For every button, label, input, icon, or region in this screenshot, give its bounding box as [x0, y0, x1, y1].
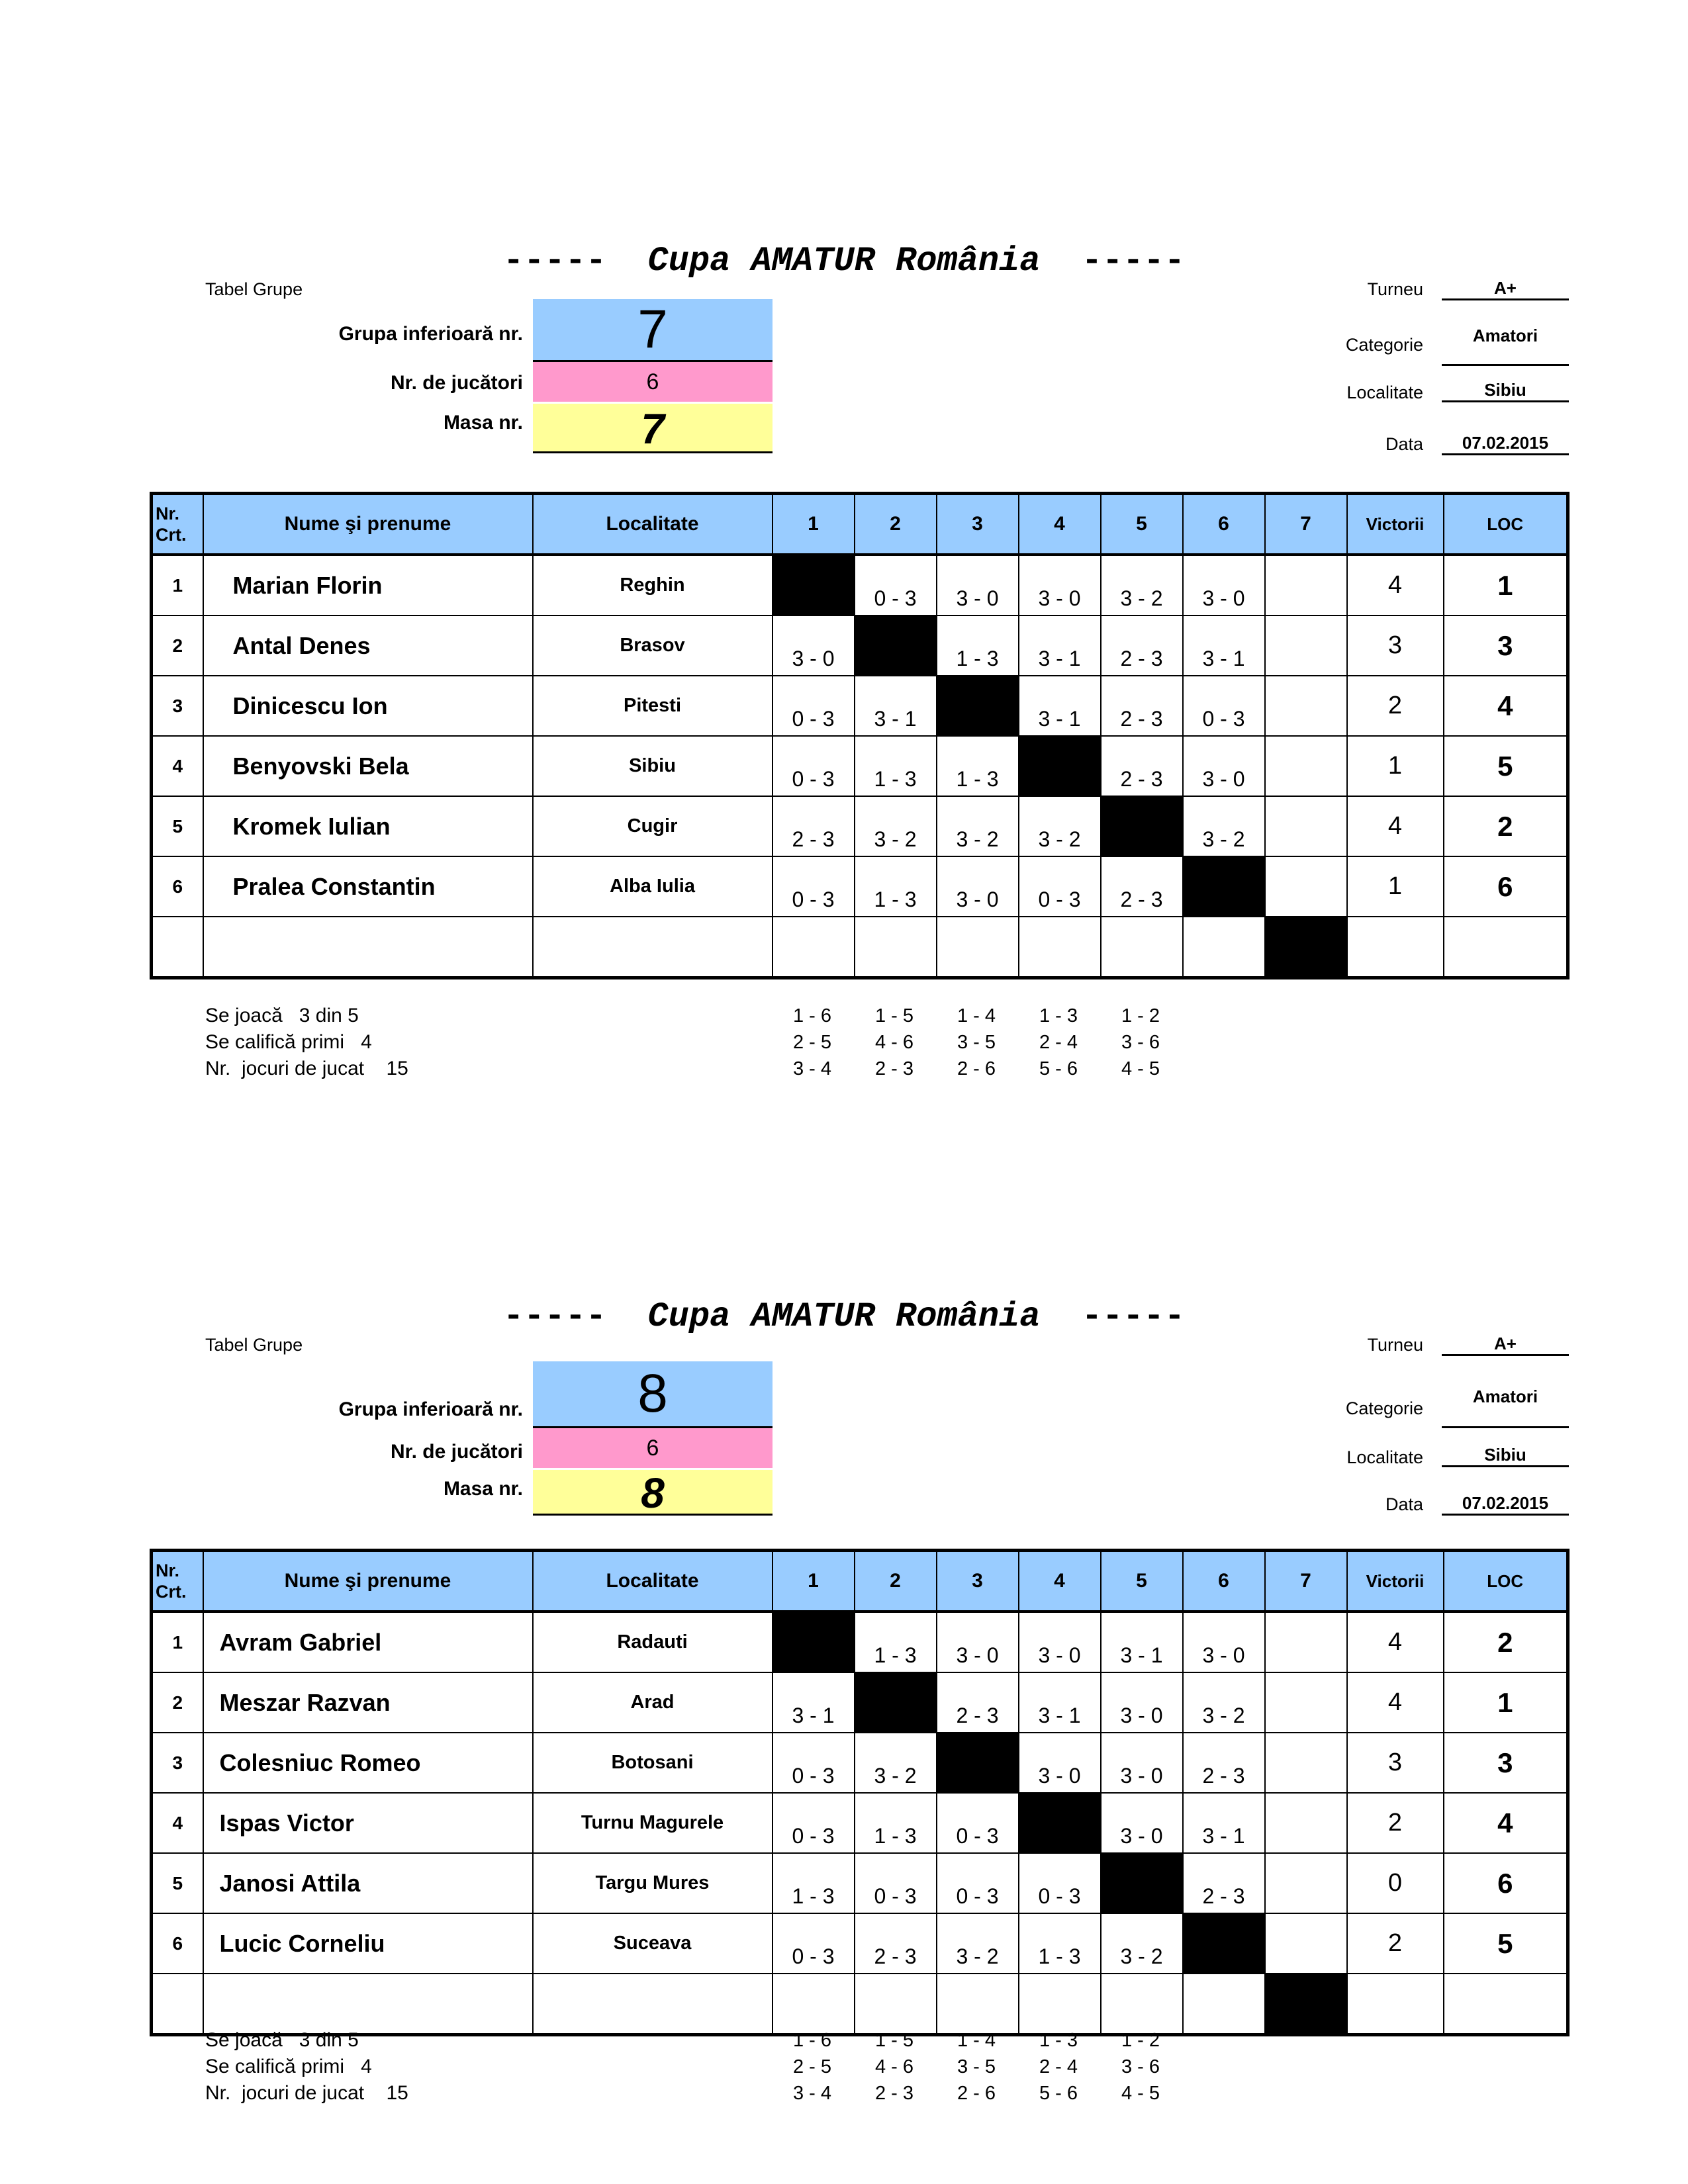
score-cell: 0 - 3: [937, 1793, 1019, 1853]
score-cell: 3 - 1: [773, 1672, 855, 1733]
info-line: Nr. jocuri de jucat 15: [205, 2082, 408, 2104]
pair-cell: 1 - 2: [1121, 1005, 1160, 1026]
header-col-7: 7: [1265, 1551, 1347, 1612]
victorii-cell: [1347, 1974, 1444, 2035]
table-row: [152, 1913, 1568, 1974]
victorii-cell: 0: [1347, 1853, 1444, 1913]
victorii-cell: 4: [1347, 1612, 1444, 1672]
pair-cell: 2 - 6: [957, 2083, 996, 2104]
player-city: Botosani: [533, 1733, 773, 1793]
header-victorii: Victorii: [1347, 494, 1444, 555]
score-cell: 3 - 2: [937, 1913, 1019, 1974]
score-cell: [1265, 1672, 1347, 1733]
header-loc: LOC: [1444, 494, 1568, 555]
pair-cell: 1 - 3: [1039, 2030, 1078, 2051]
loc-cell: 2: [1444, 796, 1568, 856]
data-label: Data: [1385, 434, 1423, 454]
header-name: Nume şi prenume: [203, 494, 533, 555]
player-name: [203, 917, 533, 978]
score-cell: 2 - 3: [773, 796, 855, 856]
score-cell: [1265, 1793, 1347, 1853]
header-col-3: 3: [937, 494, 1019, 555]
jucatori-label: Nr. de jucători: [390, 1441, 523, 1463]
turneu-label: Turneu: [1367, 1335, 1423, 1355]
match-pairs: [771, 2027, 1182, 2107]
header-col-3: 3: [937, 1551, 1019, 1612]
loc-cell: 2: [1444, 1612, 1568, 1672]
score-cell: [1265, 1733, 1347, 1793]
score-cell: [1265, 1913, 1347, 1974]
info-line: Se joacă 3 din 5: [205, 1005, 359, 1026]
score-cell: 3 - 0: [1183, 736, 1265, 796]
loc-cell: 5: [1444, 1913, 1568, 1974]
header-localitate: Localitate: [533, 1551, 773, 1612]
score-cell: [773, 917, 855, 978]
diagonal-cell: [1183, 856, 1265, 917]
loc-cell: 6: [1444, 1853, 1568, 1913]
header-col-4: 4: [1019, 494, 1101, 555]
masa-number: 8: [533, 1470, 773, 1516]
pair-cell: 2 - 5: [792, 1032, 832, 1053]
score-cell: 3 - 2: [937, 796, 1019, 856]
score-cell: 0 - 3: [773, 1793, 855, 1853]
player-name: Janosi Attila: [203, 1853, 533, 1913]
pair-cell: 5 - 6: [1039, 1058, 1078, 1079]
pairs-row: [771, 1003, 1182, 1029]
player-name: Pralea Constantin: [203, 856, 533, 917]
score-cell: 3 - 2: [855, 796, 937, 856]
categorie-label: Categorie: [1345, 1398, 1423, 1418]
data-label: Data: [1385, 1494, 1423, 1514]
table-header-row: [152, 494, 1568, 555]
score-cell: 3 - 1: [1183, 615, 1265, 676]
victorii-cell: 1: [1347, 736, 1444, 796]
score-cell: [1265, 555, 1347, 615]
score-cell: [1265, 736, 1347, 796]
victorii-cell: 2: [1347, 1793, 1444, 1853]
row-number: 6: [152, 856, 203, 917]
diagonal-cell: [773, 555, 855, 615]
rules-info: [205, 2027, 408, 2107]
pair-cell: 1 - 4: [957, 2030, 996, 2051]
player-city: Radauti: [533, 1612, 773, 1672]
categorie-value: Amatori: [1442, 1387, 1569, 1428]
score-cell: 3 - 2: [1183, 1672, 1265, 1733]
score-cell: 2 - 3: [855, 1913, 937, 1974]
rules-info: [205, 1003, 408, 1082]
player-name: Kromek Iulian: [203, 796, 533, 856]
score-cell: [773, 1974, 855, 2035]
pair-cell: 2 - 4: [1039, 1032, 1078, 1053]
loc-cell: [1444, 1974, 1568, 2035]
header-nr-crt: Nr. Crt.: [152, 494, 203, 555]
turneu-value: A+: [1442, 278, 1569, 300]
pair-cell: 1 - 6: [792, 2030, 832, 2051]
score-cell: 3 - 0: [937, 856, 1019, 917]
pair-cell: 1 - 5: [874, 1005, 914, 1026]
row-number: 3: [152, 676, 203, 736]
pair-cell: 4 - 5: [1121, 1058, 1160, 1079]
diagonal-cell: [1183, 1913, 1265, 1974]
loc-cell: 4: [1444, 1793, 1568, 1853]
loc-cell: 5: [1444, 736, 1568, 796]
score-cell: 3 - 0: [1019, 1733, 1101, 1793]
score-cell: 1 - 3: [937, 736, 1019, 796]
score-cell: 1 - 3: [937, 615, 1019, 676]
score-cell: 3 - 1: [1183, 1793, 1265, 1853]
table-row: [152, 796, 1568, 856]
table-row: [152, 676, 1568, 736]
player-city: Cugir: [533, 796, 773, 856]
row-number: 5: [152, 796, 203, 856]
header-localitate: Localitate: [533, 494, 773, 555]
score-cell: [1101, 1974, 1183, 2035]
score-cell: 3 - 0: [1101, 1672, 1183, 1733]
score-cell: 0 - 3: [773, 1913, 855, 1974]
data-value: 07.02.2015: [1442, 1493, 1569, 1516]
player-city: Targu Mures: [533, 1853, 773, 1913]
diagonal-cell: [855, 1672, 937, 1733]
table-row: [152, 1793, 1568, 1853]
tabel-grupe-label: Tabel Grupe: [205, 1335, 303, 1355]
score-cell: 0 - 3: [773, 736, 855, 796]
score-cell: [1019, 1974, 1101, 2035]
score-cell: 3 - 0: [1019, 555, 1101, 615]
score-cell: 0 - 3: [1019, 1853, 1101, 1913]
table-header-row: [152, 1551, 1568, 1612]
loc-cell: 3: [1444, 615, 1568, 676]
row-number: 1: [152, 555, 203, 615]
score-cell: 3 - 2: [1183, 796, 1265, 856]
pair-cell: 4 - 6: [874, 2056, 914, 2077]
score-cell: 2 - 3: [1183, 1853, 1265, 1913]
turneu-value: A+: [1442, 1334, 1569, 1356]
score-cell: 0 - 3: [1019, 856, 1101, 917]
score-cell: 3 - 0: [1019, 1612, 1101, 1672]
player-city: Sibiu: [533, 736, 773, 796]
masa-label: Masa nr.: [443, 1478, 523, 1500]
localitate-label: Localitate: [1346, 1447, 1423, 1467]
player-name: Avram Gabriel: [203, 1612, 533, 1672]
row-number: [152, 1974, 203, 2035]
diagonal-cell: [1019, 1793, 1101, 1853]
row-number: 2: [152, 1672, 203, 1733]
jucatori-count: 6: [533, 362, 773, 402]
row-number: 5: [152, 1853, 203, 1913]
grupa-number: 7: [533, 299, 773, 362]
score-cell: 3 - 1: [1101, 1612, 1183, 1672]
player-city: [533, 917, 773, 978]
match-pairs: [771, 1003, 1182, 1082]
score-cell: 3 - 2: [1101, 1913, 1183, 1974]
score-cell: [937, 917, 1019, 978]
table-row: [152, 555, 1568, 615]
player-city: Reghin: [533, 555, 773, 615]
info-line: Se califică primi 4: [205, 1031, 372, 1053]
results-table: [150, 492, 1570, 979]
categorie-value: Amatori: [1442, 326, 1569, 366]
pair-cell: 3 - 6: [1121, 2056, 1160, 2077]
player-city: Pitesti: [533, 676, 773, 736]
row-number: 2: [152, 615, 203, 676]
player-name: Antal Denes: [203, 615, 533, 676]
player-name: Marian Florin: [203, 555, 533, 615]
score-cell: [1183, 917, 1265, 978]
header-col-2: 2: [855, 1551, 937, 1612]
grupa-label: Grupa inferioară nr.: [338, 323, 523, 345]
victorii-cell: 4: [1347, 1672, 1444, 1733]
row-number: 1: [152, 1612, 203, 1672]
group-table-8: [0, 1294, 1688, 2154]
player-name: Lucic Corneliu: [203, 1913, 533, 1974]
diagonal-cell: [1265, 1974, 1347, 2035]
diagonal-cell: [937, 676, 1019, 736]
pair-cell: 1 - 2: [1121, 2030, 1160, 2051]
victorii-cell: 2: [1347, 676, 1444, 736]
victorii-cell: 3: [1347, 615, 1444, 676]
table-row: [152, 1974, 1568, 2035]
table-row: [152, 917, 1568, 978]
diagonal-cell: [855, 615, 937, 676]
score-cell: [1019, 917, 1101, 978]
score-cell: 1 - 3: [773, 1853, 855, 1913]
score-cell: 3 - 0: [937, 1612, 1019, 1672]
pair-cell: 2 - 3: [874, 1058, 914, 1079]
score-cell: 0 - 3: [773, 856, 855, 917]
player-city: Alba Iulia: [533, 856, 773, 917]
header-col-5: 5: [1101, 1551, 1183, 1612]
score-cell: 2 - 3: [1101, 856, 1183, 917]
score-cell: 3 - 0: [1183, 1612, 1265, 1672]
score-cell: 0 - 3: [773, 676, 855, 736]
victorii-cell: 4: [1347, 555, 1444, 615]
score-cell: 3 - 0: [1101, 1733, 1183, 1793]
loc-cell: 6: [1444, 856, 1568, 917]
score-cell: 2 - 3: [1183, 1733, 1265, 1793]
score-cell: 3 - 0: [937, 555, 1019, 615]
player-name: Colesniuc Romeo: [203, 1733, 533, 1793]
localitate-label: Localitate: [1346, 383, 1423, 402]
header-col-1: 1: [773, 1551, 855, 1612]
pair-cell: 3 - 4: [792, 2083, 832, 2104]
score-cell: 3 - 1: [1019, 615, 1101, 676]
pairs-row: [771, 2027, 1182, 2054]
pair-cell: 4 - 5: [1121, 2083, 1160, 2104]
score-cell: 0 - 3: [773, 1733, 855, 1793]
pair-cell: 1 - 4: [957, 1005, 996, 1026]
player-city: Suceava: [533, 1913, 773, 1974]
grupa-number: 8: [533, 1361, 773, 1428]
header-col-4: 4: [1019, 1551, 1101, 1612]
table-row: [152, 1853, 1568, 1913]
loc-cell: 4: [1444, 676, 1568, 736]
score-cell: [937, 1974, 1019, 2035]
header-nr-crt: Nr. Crt.: [152, 1551, 203, 1612]
score-cell: [1183, 1974, 1265, 2035]
pair-cell: 1 - 5: [874, 2030, 914, 2051]
diagonal-cell: [773, 1612, 855, 1672]
score-cell: 3 - 2: [1101, 555, 1183, 615]
player-name: Benyovski Bela: [203, 736, 533, 796]
row-number: 4: [152, 736, 203, 796]
table-row: [152, 1672, 1568, 1733]
header-col-6: 6: [1183, 494, 1265, 555]
header-name: Nume şi prenume: [203, 1551, 533, 1612]
header-col-7: 7: [1265, 494, 1347, 555]
victorii-cell: 2: [1347, 1913, 1444, 1974]
victorii-cell: [1347, 917, 1444, 978]
pair-cell: 3 - 4: [792, 1058, 832, 1079]
score-cell: 2 - 3: [1101, 676, 1183, 736]
diagonal-cell: [1019, 736, 1101, 796]
row-number: 3: [152, 1733, 203, 1793]
score-cell: 2 - 3: [1101, 615, 1183, 676]
page-title: ----- Cupa AMATUR România -----: [503, 1297, 1185, 1336]
pair-cell: 3 - 5: [957, 1032, 996, 1053]
score-cell: 1 - 3: [855, 1793, 937, 1853]
turneu-label: Turneu: [1367, 279, 1423, 299]
player-city: Turnu Magurele: [533, 1793, 773, 1853]
page-title: ----- Cupa AMATUR România -----: [503, 242, 1185, 281]
pairs-row: [771, 1029, 1182, 1056]
row-number: [152, 917, 203, 978]
player-city: [533, 1974, 773, 2035]
table-row: [152, 856, 1568, 917]
tabel-grupe-label: Tabel Grupe: [205, 279, 303, 299]
pair-cell: 2 - 4: [1039, 2056, 1078, 2077]
header-loc: LOC: [1444, 1551, 1568, 1612]
localitate-value: Sibiu: [1442, 1445, 1569, 1467]
score-cell: 1 - 3: [855, 736, 937, 796]
score-cell: [1265, 1612, 1347, 1672]
score-cell: [855, 1974, 937, 2035]
row-number: 4: [152, 1793, 203, 1853]
player-name: Meszar Razvan: [203, 1672, 533, 1733]
player-city: Brasov: [533, 615, 773, 676]
header-col-2: 2: [855, 494, 937, 555]
info-line: Se califică primi 4: [205, 2056, 372, 2077]
pairs-row: [771, 1056, 1182, 1082]
victorii-cell: 1: [1347, 856, 1444, 917]
score-cell: 3 - 0: [1183, 555, 1265, 615]
info-line: Nr. jocuri de jucat 15: [205, 1058, 408, 1079]
masa-number: 7: [533, 404, 773, 453]
victorii-cell: 3: [1347, 1733, 1444, 1793]
pair-cell: 1 - 3: [1039, 1005, 1078, 1026]
pair-cell: 3 - 5: [957, 2056, 996, 2077]
pairs-row: [771, 2054, 1182, 2080]
diagonal-cell: [1265, 917, 1347, 978]
score-cell: 3 - 2: [855, 1733, 937, 1793]
masa-label: Masa nr.: [443, 412, 523, 433]
pair-cell: 1 - 6: [792, 1005, 832, 1026]
score-cell: 0 - 3: [855, 555, 937, 615]
header-victorii: Victorii: [1347, 1551, 1444, 1612]
player-name: Dinicescu Ion: [203, 676, 533, 736]
pair-cell: 3 - 6: [1121, 1032, 1160, 1053]
score-cell: 2 - 3: [1101, 736, 1183, 796]
info-line: Se joacă 3 din 5: [205, 2029, 359, 2051]
score-cell: 3 - 1: [1019, 1672, 1101, 1733]
diagonal-cell: [1101, 796, 1183, 856]
score-cell: 1 - 3: [855, 1612, 937, 1672]
score-cell: [1101, 917, 1183, 978]
data-value: 07.02.2015: [1442, 433, 1569, 455]
loc-cell: [1444, 917, 1568, 978]
score-cell: 2 - 3: [937, 1672, 1019, 1733]
pairs-row: [771, 2080, 1182, 2107]
victorii-cell: 4: [1347, 796, 1444, 856]
row-number: 6: [152, 1913, 203, 1974]
categorie-label: Categorie: [1345, 335, 1423, 355]
header-col-1: 1: [773, 494, 855, 555]
group-table-7: [0, 238, 1688, 1099]
player-name: [203, 1974, 533, 2035]
score-cell: 1 - 3: [855, 856, 937, 917]
table-row: [152, 615, 1568, 676]
score-cell: 3 - 1: [1019, 676, 1101, 736]
diagonal-cell: [1101, 1853, 1183, 1913]
player-name: Ispas Victor: [203, 1793, 533, 1853]
score-cell: [1265, 615, 1347, 676]
loc-cell: 1: [1444, 555, 1568, 615]
score-cell: [855, 917, 937, 978]
score-cell: 3 - 1: [855, 676, 937, 736]
loc-cell: 3: [1444, 1733, 1568, 1793]
score-cell: [1265, 676, 1347, 736]
grupa-label: Grupa inferioară nr.: [338, 1398, 523, 1420]
results-table: [150, 1549, 1570, 2036]
score-cell: 0 - 3: [937, 1853, 1019, 1913]
jucatori-count: 6: [533, 1428, 773, 1468]
table-row: [152, 1733, 1568, 1793]
table-row: [152, 1612, 1568, 1672]
pair-cell: 5 - 6: [1039, 2083, 1078, 2104]
localitate-value: Sibiu: [1442, 380, 1569, 402]
score-cell: 0 - 3: [1183, 676, 1265, 736]
table-row: [152, 736, 1568, 796]
score-cell: 3 - 2: [1019, 796, 1101, 856]
header-col-6: 6: [1183, 1551, 1265, 1612]
score-cell: 1 - 3: [1019, 1913, 1101, 1974]
score-cell: [1265, 856, 1347, 917]
pair-cell: 4 - 6: [874, 1032, 914, 1053]
diagonal-cell: [937, 1733, 1019, 1793]
loc-cell: 1: [1444, 1672, 1568, 1733]
pair-cell: 2 - 5: [792, 2056, 832, 2077]
pair-cell: 2 - 6: [957, 1058, 996, 1079]
pair-cell: 2 - 3: [874, 2083, 914, 2104]
jucatori-label: Nr. de jucători: [390, 372, 523, 394]
header-col-5: 5: [1101, 494, 1183, 555]
score-cell: 3 - 0: [773, 615, 855, 676]
score-cell: 3 - 0: [1101, 1793, 1183, 1853]
score-cell: 0 - 3: [855, 1853, 937, 1913]
score-cell: [1265, 796, 1347, 856]
score-cell: [1265, 1853, 1347, 1913]
player-city: Arad: [533, 1672, 773, 1733]
